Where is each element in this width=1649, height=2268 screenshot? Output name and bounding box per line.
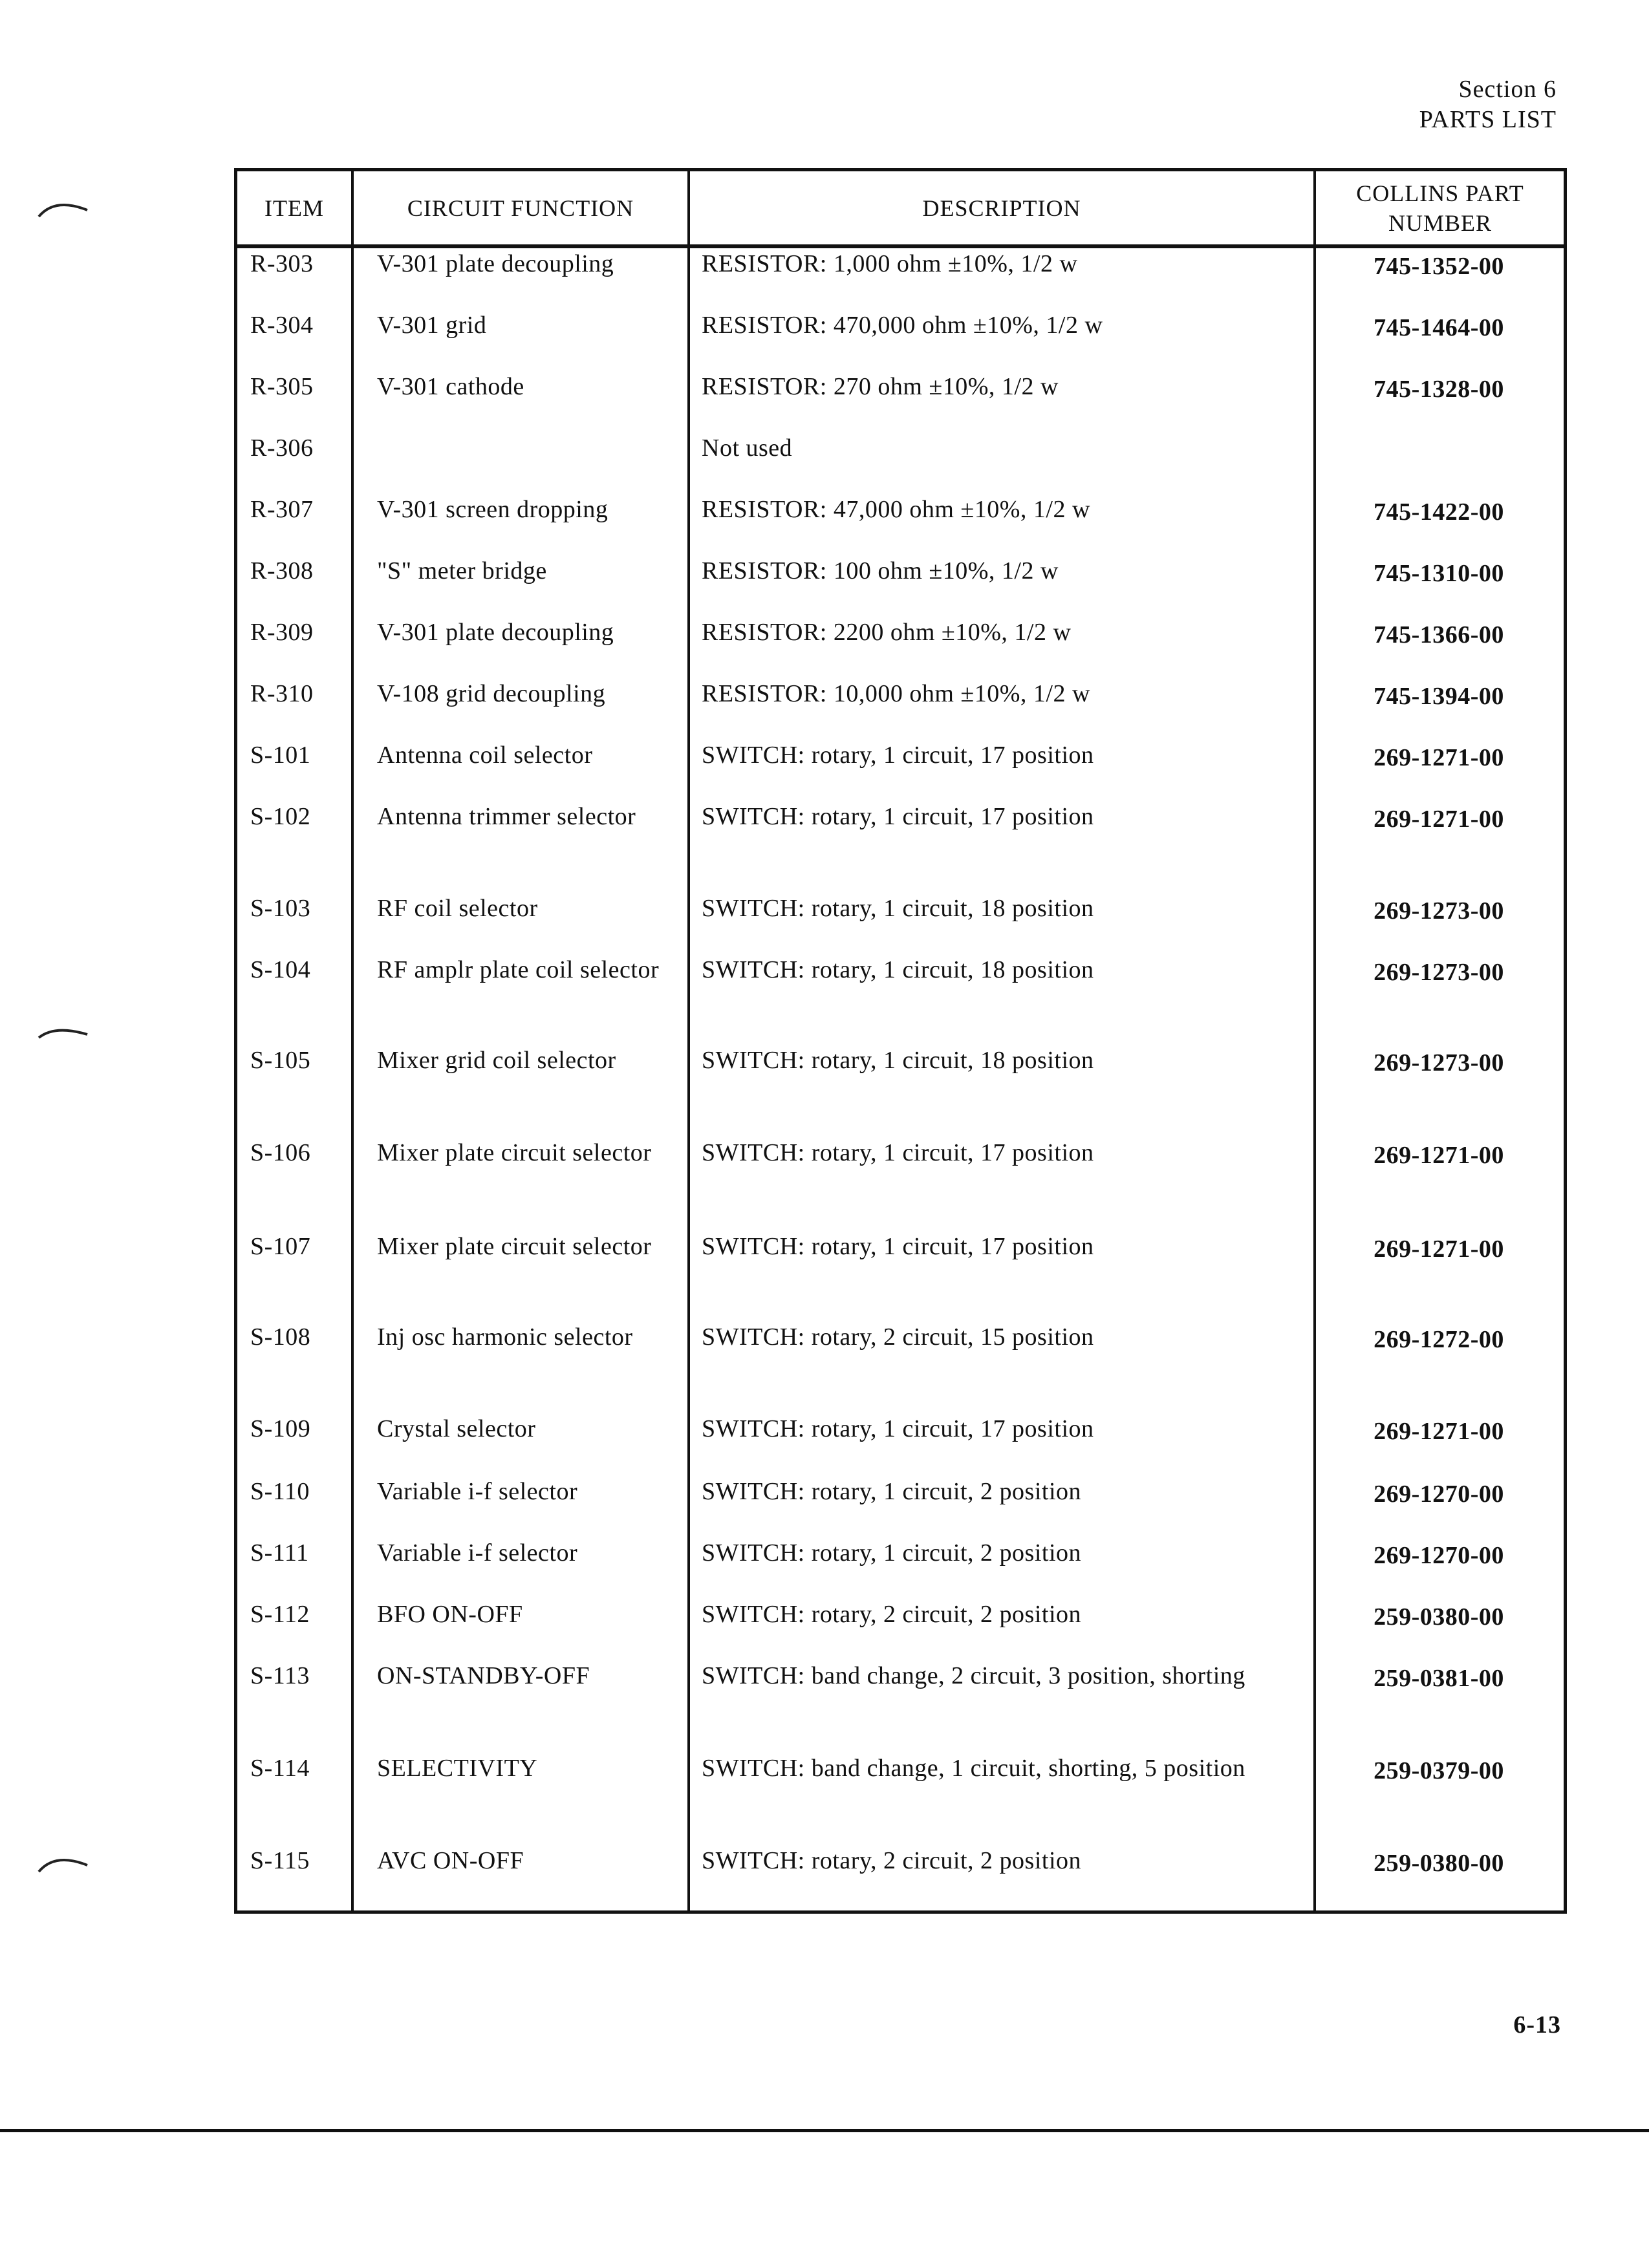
description-cell: SWITCH: rotary, 1 circuit, 2 position: [702, 1539, 1081, 1567]
item-cell: R-308: [250, 557, 314, 584]
item-cell: S-106: [250, 1139, 311, 1166]
circuit-function-cell: RF amplr plate coil selector: [377, 956, 660, 983]
description-cell: RESISTOR: 100 ohm ±10%, 1/2 w: [702, 557, 1059, 584]
description-cell: SWITCH: rotary, 2 circuit, 15 position: [702, 1323, 1094, 1351]
circuit-function-cell: V-301 grid: [377, 312, 487, 339]
item-cell: S-101: [250, 742, 311, 769]
part-number-cell: 745-1394-00: [1374, 683, 1504, 710]
bottom-rule: [0, 2129, 1649, 2132]
column-divider: [1313, 171, 1316, 1910]
part-number-cell: 269-1271-00: [1374, 806, 1504, 833]
circuit-function-cell: "S" meter bridge: [377, 557, 547, 584]
circuit-function-cell: V-301 plate decoupling: [377, 250, 614, 277]
circuit-function-cell: V-301 plate decoupling: [377, 619, 614, 646]
item-cell: S-104: [250, 956, 311, 983]
item-cell: S-111: [250, 1539, 309, 1567]
section-title: PARTS LIST: [1419, 106, 1557, 133]
part-number-cell: 745-1366-00: [1374, 621, 1504, 648]
item-cell: S-114: [250, 1755, 310, 1782]
item-cell: S-103: [250, 895, 311, 922]
description-cell: RESISTOR: 470,000 ohm ±10%, 1/2 w: [702, 312, 1103, 339]
item-cell: S-113: [250, 1662, 310, 1689]
binder-hole-mark-icon: [36, 194, 94, 220]
part-number-cell: 745-1328-00: [1374, 376, 1504, 403]
parts-list-table: [234, 168, 1567, 1914]
part-number-cell: 745-1464-00: [1374, 314, 1504, 341]
description-cell: RESISTOR: 10,000 ohm ±10%, 1/2 w: [702, 680, 1090, 707]
circuit-function-cell: Mixer grid coil selector: [377, 1047, 616, 1074]
description-cell: SWITCH: rotary, 1 circuit, 17 position: [702, 1233, 1094, 1260]
part-number-cell: 269-1271-00: [1374, 1418, 1504, 1445]
description-cell: SWITCH: rotary, 1 circuit, 17 position: [702, 803, 1094, 830]
column-header-item: ITEM: [264, 195, 324, 221]
part-number-cell: 269-1273-00: [1374, 897, 1504, 925]
item-cell: S-102: [250, 803, 311, 830]
description-cell: SWITCH: rotary, 1 circuit, 18 position: [702, 956, 1094, 983]
item-cell: S-108: [250, 1323, 311, 1351]
item-cell: R-305: [250, 373, 314, 400]
part-number-cell: 259-0381-00: [1374, 1665, 1504, 1692]
part-number-cell: 269-1273-00: [1374, 959, 1504, 986]
description-cell: SWITCH: rotary, 2 circuit, 2 position: [702, 1847, 1081, 1874]
description-cell: SWITCH: rotary, 2 circuit, 2 position: [702, 1601, 1081, 1628]
part-number-cell: 745-1352-00: [1374, 253, 1504, 280]
part-number-cell: 269-1272-00: [1374, 1326, 1504, 1353]
part-number-cell: 745-1310-00: [1374, 560, 1504, 587]
part-number-cell: 269-1270-00: [1374, 1542, 1504, 1569]
item-cell: S-109: [250, 1415, 311, 1442]
circuit-function-cell: V-108 grid decoupling: [377, 680, 606, 707]
circuit-function-cell: SELECTIVITY: [377, 1755, 538, 1782]
circuit-function-cell: Crystal selector: [377, 1415, 536, 1442]
column-divider: [687, 171, 690, 1910]
description-cell: SWITCH: rotary, 1 circuit, 17 position: [702, 1415, 1094, 1442]
page-number: 6-13: [1513, 2011, 1561, 2038]
description-cell: Not used: [702, 434, 793, 462]
binder-hole-mark-icon: [36, 1849, 94, 1875]
column-header-circuit-function: CIRCUIT FUNCTION: [407, 195, 634, 221]
part-number-cell: 269-1271-00: [1374, 1142, 1504, 1169]
circuit-function-cell: V-301 screen dropping: [377, 496, 609, 523]
circuit-function-cell: RF coil selector: [377, 895, 538, 922]
circuit-function-cell: Inj osc harmonic selector: [377, 1323, 633, 1351]
item-cell: R-310: [250, 680, 314, 707]
page-header: [1419, 74, 1557, 135]
circuit-function-cell: Antenna coil selector: [377, 742, 593, 769]
column-header-description: DESCRIPTION: [922, 195, 1081, 221]
description-cell: SWITCH: band change, 1 circuit, shorting, 5 position: [702, 1755, 1245, 1782]
item-cell: S-115: [250, 1847, 310, 1874]
circuit-function-cell: Variable i-f selector: [377, 1539, 578, 1567]
part-number-cell: 745-1422-00: [1374, 498, 1504, 526]
description-cell: SWITCH: rotary, 1 circuit, 18 position: [702, 895, 1094, 922]
description-cell: SWITCH: rotary, 1 circuit, 17 position: [702, 742, 1094, 769]
description-cell: SWITCH: rotary, 1 circuit, 18 position: [702, 1047, 1094, 1074]
header-divider: [237, 244, 1564, 248]
description-cell: SWITCH: band change, 2 circuit, 3 position, shorting: [702, 1662, 1245, 1689]
part-number-cell: 269-1273-00: [1374, 1049, 1504, 1076]
part-number-cell: 269-1270-00: [1374, 1481, 1504, 1508]
item-cell: S-112: [250, 1601, 310, 1628]
description-cell: SWITCH: rotary, 1 circuit, 17 position: [702, 1139, 1094, 1166]
circuit-function-cell: Mixer plate circuit selector: [377, 1139, 652, 1166]
item-cell: R-309: [250, 619, 314, 646]
description-cell: RESISTOR: 47,000 ohm ±10%, 1/2 w: [702, 496, 1090, 523]
item-cell: S-105: [250, 1047, 311, 1074]
circuit-function-cell: ON-STANDBY-OFF: [377, 1662, 590, 1689]
section-label: Section 6: [1458, 76, 1557, 103]
binder-hole-mark-icon: [36, 1018, 94, 1044]
circuit-function-cell: V-301 cathode: [377, 373, 524, 400]
column-divider: [351, 171, 354, 1910]
part-number-cell: 269-1271-00: [1374, 1236, 1504, 1263]
circuit-function-cell: BFO ON-OFF: [377, 1601, 523, 1628]
description-cell: RESISTOR: 270 ohm ±10%, 1/2 w: [702, 373, 1059, 400]
circuit-function-cell: Variable i-f selector: [377, 1478, 578, 1505]
description-cell: RESISTOR: 2200 ohm ±10%, 1/2 w: [702, 619, 1072, 646]
item-cell: R-306: [250, 434, 314, 462]
part-number-cell: 259-0380-00: [1374, 1603, 1504, 1631]
item-cell: R-307: [250, 496, 314, 523]
part-number-cell: 259-0379-00: [1374, 1757, 1504, 1784]
column-header-part-number: COLLINS PART NUMBER: [1356, 180, 1524, 236]
circuit-function-cell: Mixer plate circuit selector: [377, 1233, 652, 1260]
circuit-function-cell: Antenna trimmer selector: [377, 803, 636, 830]
item-cell: S-107: [250, 1233, 311, 1260]
description-cell: RESISTOR: 1,000 ohm ±10%, 1/2 w: [702, 250, 1078, 277]
description-cell: SWITCH: rotary, 1 circuit, 2 position: [702, 1478, 1081, 1505]
circuit-function-cell: AVC ON-OFF: [377, 1847, 524, 1874]
item-cell: R-304: [250, 312, 314, 339]
item-cell: R-303: [250, 250, 314, 277]
part-number-cell: 269-1271-00: [1374, 744, 1504, 771]
item-cell: S-110: [250, 1478, 310, 1505]
part-number-cell: 259-0380-00: [1374, 1850, 1504, 1877]
